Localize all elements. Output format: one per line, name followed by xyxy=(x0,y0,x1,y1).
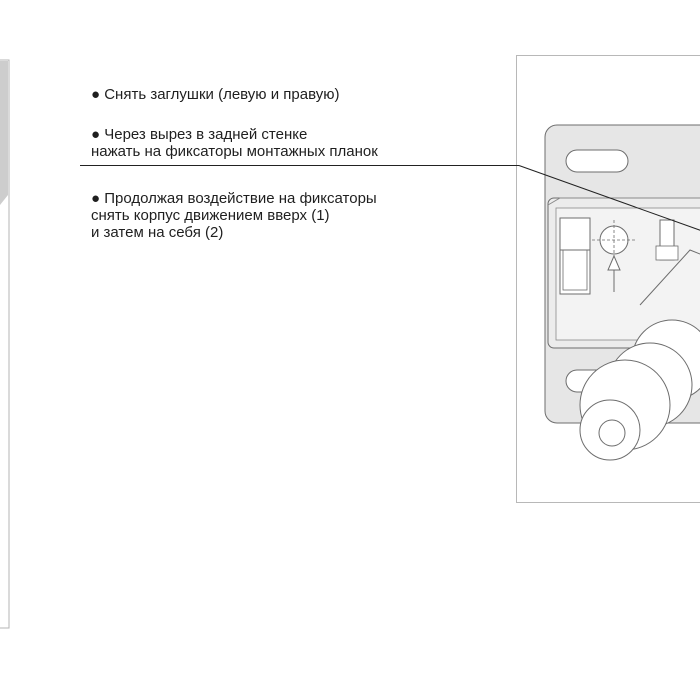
instruction-step-3 xyxy=(91,190,377,241)
left-panel-fragment xyxy=(0,60,9,628)
instruction-step-1 xyxy=(91,86,339,103)
instruction-step-3-line-2: снять корпус движением вверх (1) xyxy=(91,207,330,224)
instruction-step-2-line-2: нажать на фиксаторы монтажных планок xyxy=(91,143,378,160)
instruction-step-2 xyxy=(91,126,378,160)
device-illustration xyxy=(517,56,700,503)
instruction-step-3-line-3: и затем на себя (2) xyxy=(91,224,224,241)
instruction-step-2-line-1: ● Через вырез в задней стенке xyxy=(91,126,308,143)
instruction-step-1-line-1: ● Снять заглушки (левую и правую) xyxy=(91,86,340,103)
instruction-step-3-line-1: ● Продолжая воздействие на фиксаторы xyxy=(91,190,377,207)
